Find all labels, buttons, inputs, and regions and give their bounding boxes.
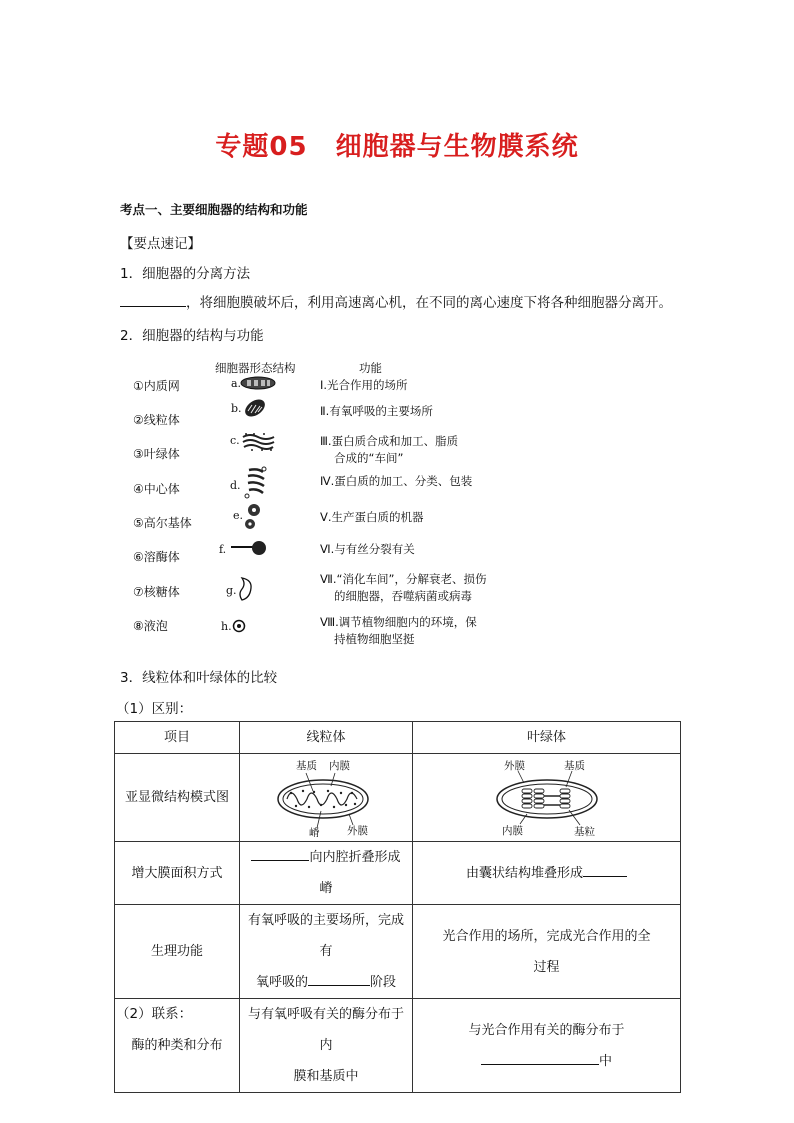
label-matrix: 基质 [296, 759, 317, 772]
figure-col-structure: 细胞器形态结构 [215, 361, 296, 375]
title-sub: 细胞器与生物膜系统 [335, 132, 579, 162]
organelle-name: ④中心体 [133, 482, 180, 496]
function-item: Ⅷ.调节植物细胞内的环境，保 持植物细胞坚挺 [320, 615, 477, 646]
item2-heading: 2．细胞器的结构与功能 [120, 328, 264, 344]
function-item: Ⅴ.生产蛋白质的机器 [320, 510, 424, 524]
function-chloro-cell: 光合作用的场所，完成光合作用的全 过程 [413, 905, 681, 999]
row-label: 生理功能 [115, 905, 240, 999]
label-matrix: 基质 [563, 759, 585, 772]
item3-sub2: （2）联系： [116, 1006, 193, 1022]
function-mito-cell: 有氧呼吸的主要场所，完成有 氧呼吸的 阶段 [240, 905, 413, 999]
item1-heading: 1．细胞器的分离方法 [120, 266, 251, 282]
organelle-name: ⑧液泡 [133, 619, 168, 633]
organelle-name: ①内质网 [133, 379, 180, 393]
item3-heading: 3．线粒体和叶绿体的比较 [120, 670, 278, 686]
label-cristae: 嵴 [309, 826, 320, 837]
organelle-name: ⑤高尔基体 [133, 516, 192, 530]
comparison-table [114, 721, 681, 1093]
label-grana: 基粒 [573, 825, 595, 837]
table-header: 叶绿体 [413, 722, 681, 754]
organelle-name: ⑦核糖体 [133, 585, 180, 599]
fill-blank[interactable] [251, 847, 309, 861]
membrane-mito-cell: 向内腔折叠形成嵴 [240, 842, 413, 905]
golgi-icon [244, 466, 268, 500]
mito-diagram-cell [240, 754, 413, 842]
table-header: 线粒体 [240, 722, 413, 754]
label-inner-membrane: 内膜 [329, 759, 350, 772]
page-title [0, 126, 794, 163]
function-item: Ⅶ.“消化车间”，分解衰老、损伤 的细胞器，吞噬病菌或病毒 [320, 572, 487, 603]
function-item: Ⅲ.蛋白质合成和加工、脂质 合成的“车间” [320, 434, 459, 465]
label-outer-membrane: 外膜 [347, 824, 368, 837]
fill-blank[interactable] [308, 972, 370, 986]
organelle-letter: b. [231, 402, 242, 415]
row-label: 亚显微结构模式图 [115, 754, 240, 842]
chloroplast-icon [240, 376, 276, 390]
lysosome-icon [229, 538, 269, 558]
enzyme-mito-cell: 与有氧呼吸有关的酶分布于内 膜和基质中 [240, 999, 413, 1093]
organelle-name: ⑥溶酶体 [133, 550, 180, 564]
section-heading: 考点一、主要细胞器的结构和功能 [120, 202, 308, 217]
keypoints-label: 【要点速记】 [120, 236, 201, 252]
membrane-chloro-cell: 由囊状结构堆叠形成 [413, 842, 681, 905]
organelle-letter: f. [219, 543, 227, 556]
organelle-letter: d. [230, 479, 241, 492]
organelle-name: ②线粒体 [133, 413, 180, 427]
row-label: 增大膜面积方式 [115, 842, 240, 905]
label-outer-membrane: 外膜 [503, 759, 525, 772]
row-label: 酶的种类和分布 [115, 999, 240, 1093]
item1-text: ，将细胞膜破坏后，利用高速离心机，在不同的离心速度下将各种细胞器分离开。 [120, 291, 672, 311]
fill-blank[interactable] [120, 292, 186, 307]
function-item: Ⅳ.蛋白质的加工、分类、包装 [320, 474, 473, 488]
title-main: 专题05 [215, 132, 308, 162]
label-inner-membrane: 内膜 [501, 824, 523, 837]
function-item: Ⅰ.光合作用的场所 [320, 378, 408, 392]
fill-blank[interactable] [481, 1051, 599, 1065]
chloroplast-diagram [472, 755, 622, 837]
enzyme-chloro-cell: 与光合作用有关的酶分布于 中 [413, 999, 681, 1093]
fill-blank[interactable] [583, 863, 627, 877]
chloro-diagram-cell [413, 754, 681, 842]
organelle-letter: c. [230, 434, 240, 447]
endoplasmic-reticulum-icon [240, 431, 278, 453]
ribosome-icon [232, 619, 246, 633]
figure-col-function: 功能 [359, 361, 382, 375]
vacuole-icon [236, 576, 256, 602]
table-header: 项目 [115, 722, 240, 754]
function-item: Ⅵ.与有丝分裂有关 [320, 542, 415, 556]
organelle-letter: e. [233, 509, 244, 522]
centrosome-icon [242, 502, 266, 532]
mitochondrion-icon [242, 398, 268, 418]
item3-sub1: （1）区别： [116, 701, 193, 717]
organelle-letter: g. [226, 584, 237, 597]
mitochondrion-diagram [251, 755, 401, 837]
organelle-name: ③叶绿体 [133, 447, 180, 461]
function-item: Ⅱ.有氧呼吸的主要场所 [320, 404, 433, 418]
organelle-letter: a. [231, 377, 242, 390]
organelle-letter: h. [221, 620, 232, 633]
